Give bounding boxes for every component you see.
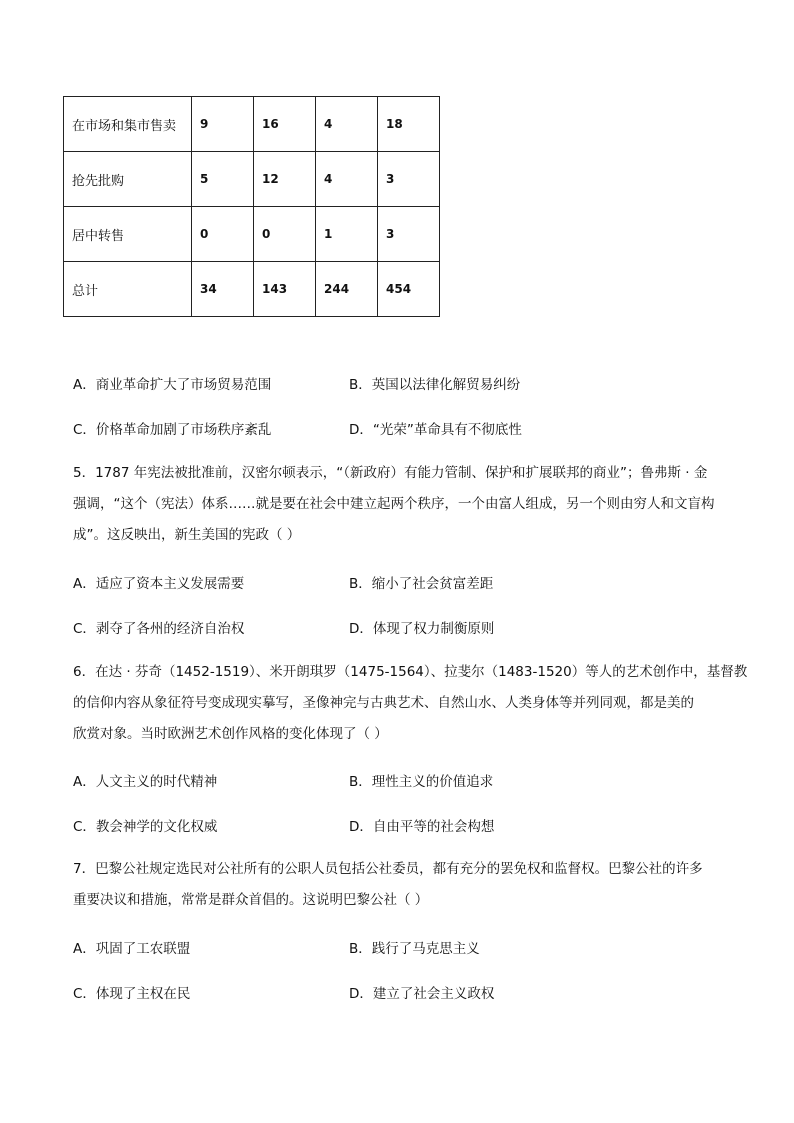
q4-option-b: B．英国以法律化解贸易纠纷: [349, 377, 521, 393]
q4-option-a: A．商业革命扩大了市场贸易范围: [73, 377, 272, 393]
question-5-line: 强调，“这个（宪法）体系……就是要在社会中建立起两个秩序，一个由富人组成，另一个则由穷人和文盲构: [73, 496, 715, 512]
table-cell: 16: [254, 97, 316, 152]
table-row: [64, 152, 440, 207]
table-row: [64, 262, 440, 317]
table-cell: 18: [378, 97, 440, 152]
question-6-line: 的信仰内容从象征符号变成现实摹写，圣像神完与古典艺术、自然山水、人类身体等并列同观，都是美的: [73, 695, 694, 711]
q6-option-b: B．理性主义的价值追求: [349, 774, 494, 790]
table-cell: 4: [316, 152, 378, 207]
q4-option-c: C．价格革命加剧了市场秩序紊乱: [73, 422, 272, 438]
table-cell: 454: [378, 262, 440, 317]
table-row: [64, 97, 440, 152]
q7-option-d: D．建立了社会主义政权: [349, 986, 495, 1002]
q7-option-c: C．体现了主权在民: [73, 986, 191, 1002]
table-cell: 9: [192, 97, 254, 152]
question-6-line: 6．在达 · 芬奇（1452-1519）、米开朗琪罗（1475-1564）、拉斐尔（1483-1520）等人的艺术创作中，基督教: [73, 664, 748, 680]
question-6-stem: [73, 657, 748, 750]
question-6-line: 欣赏对象。当时欧洲艺术创作风格的变化体现了（ ）: [73, 726, 388, 742]
table-cell: 0: [192, 207, 254, 262]
table-cell: 3: [378, 207, 440, 262]
q5-option-a: A．适应了资本主义发展需要: [73, 576, 245, 592]
table-cell: 0: [254, 207, 316, 262]
row-label: 在市场和集市售卖: [64, 97, 192, 152]
table-cell: 1: [316, 207, 378, 262]
question-7-stem: [73, 854, 723, 916]
question-7-line: 重要决议和措施，常常是群众首倡的。这说明巴黎公社（ ）: [73, 892, 429, 908]
q4-option-d: D．“光荣”革命具有不彻底性: [349, 422, 522, 438]
q6-option-d: D．自由平等的社会构想: [349, 819, 495, 835]
question-7-line: 7．巴黎公社规定选民对公社所有的公职人员包括公社委员，都有充分的罢免权和监督权。巴黎公社的许多: [73, 861, 703, 877]
table-cell: 5: [192, 152, 254, 207]
table-cell: 3: [378, 152, 440, 207]
row-label: 居中转售: [64, 207, 192, 262]
q6-option-c: C．教会神学的文化权威: [73, 819, 218, 835]
table-cell: 143: [254, 262, 316, 317]
row-label: 抢先批购: [64, 152, 192, 207]
table-cell: 34: [192, 262, 254, 317]
row-label: 总计: [64, 262, 192, 317]
q7-option-a: A．巩固了工农联盟: [73, 941, 191, 957]
q7-option-b: B．践行了马克思主义: [349, 941, 480, 957]
q6-option-a: A．人文主义的时代精神: [73, 774, 218, 790]
q5-option-d: D．体现了权力制衡原则: [349, 621, 495, 637]
question-5-line: 成”。这反映出，新生美国的宪政（ ）: [73, 527, 301, 543]
data-table: [63, 96, 440, 317]
table-cell: 12: [254, 152, 316, 207]
table-row: [64, 207, 440, 262]
table-cell: 244: [316, 262, 378, 317]
question-5-stem: [73, 458, 723, 551]
question-5-line: 5．1787 年宪法被批准前，汉密尔顿表示，“（新政府）有能力管制、保护和扩展联邦的商业”；鲁弗斯 · 金: [73, 465, 708, 481]
q5-option-c: C．剥夺了各州的经济自治权: [73, 621, 245, 637]
table-cell: 4: [316, 97, 378, 152]
q5-option-b: B．缩小了社会贫富差距: [349, 576, 494, 592]
